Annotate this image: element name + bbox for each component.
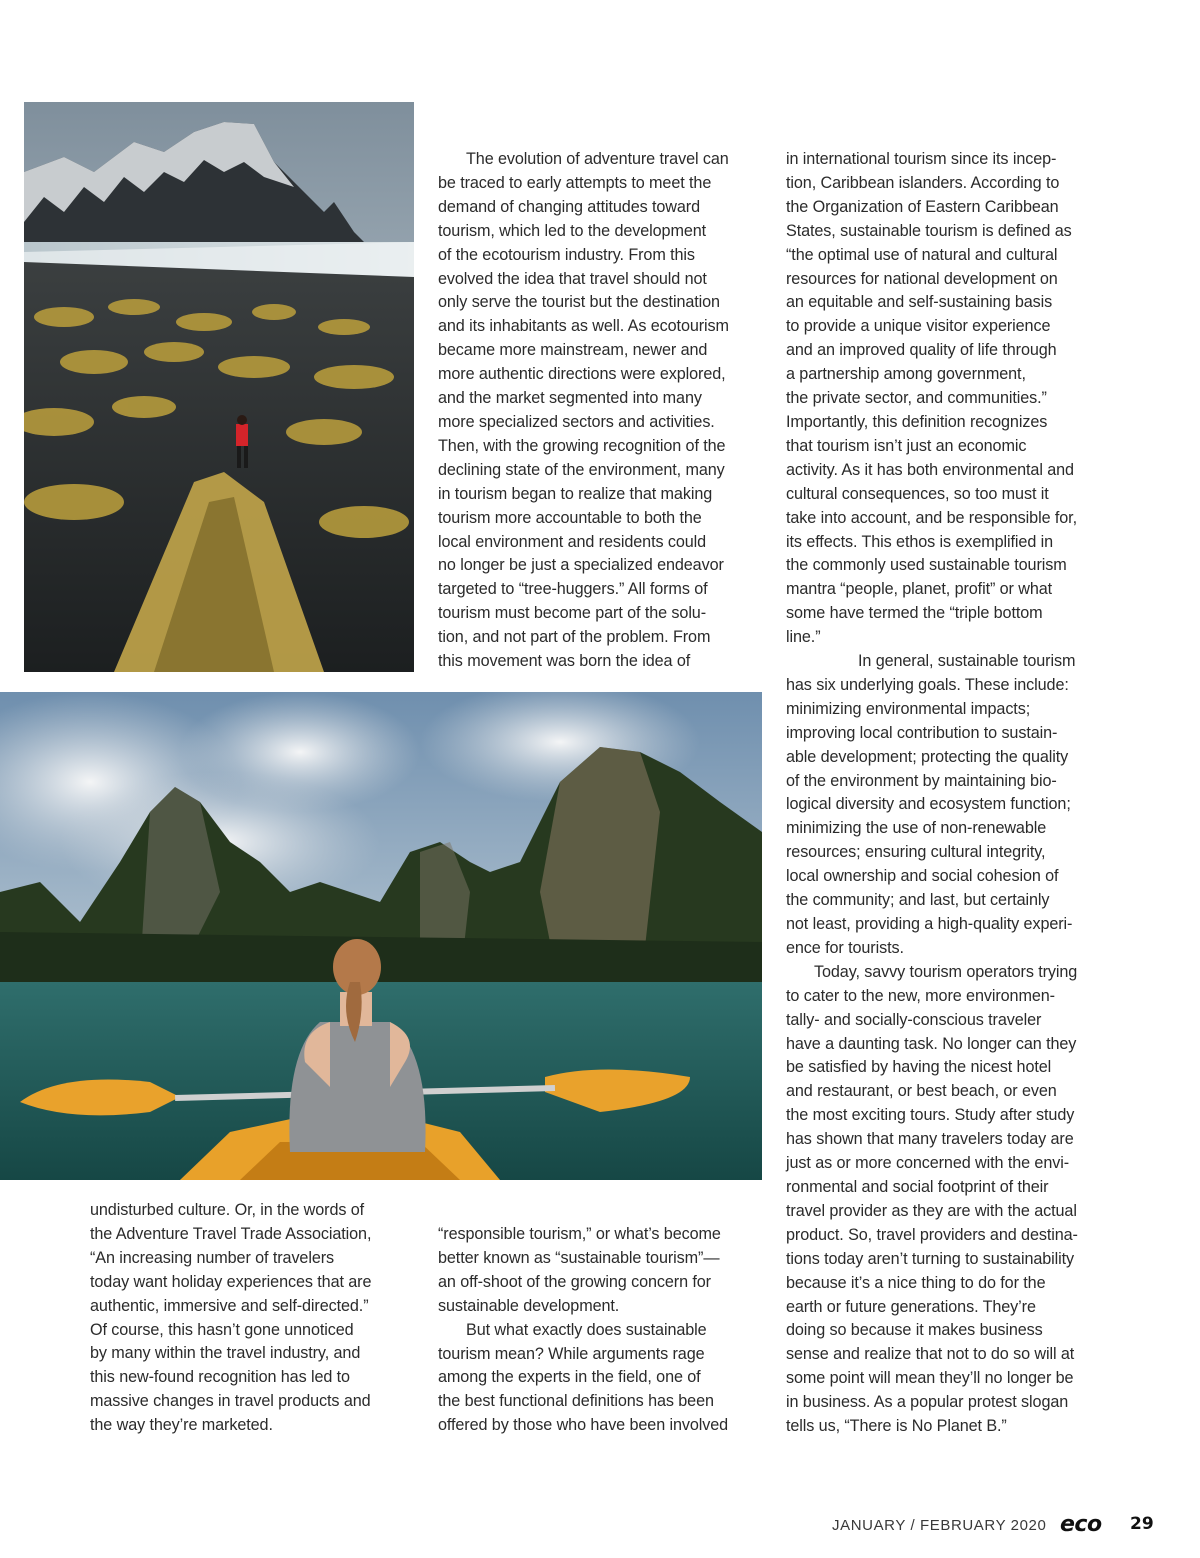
paragraph: Today, savvy tourism operators trying to cater to the new, more environmen- tally- and socially-conscious traveler have a daunting task. No longer can they be satisfied by having the nicest hotel and restaurant, or best beach, or even the most exciting tours. Study after study has shown that many travelers today are just as or more concerned with the envi- ronmental and social footprint of their travel provider as they are with the actual product. So, travel providers and destina- tions today aren’t turning to sustainability because it’s a nice thing to do for the earth or future generations. They’re doing so because it makes business sense and realize that not to do so will at some point will mean they’ll no longer be in business. As a popular protest slogan tells us, “There is No Planet B.” <box>786 962 1078 1436</box>
article-column-middle-bottom <box>438 1223 768 1438</box>
paragraph: But what exactly does sustainable tourism mean? While arguments rage among the experts in the field, one of the best functional definitions has been offered by those who have been involved <box>438 1320 729 1435</box>
paragraph: The evolution of adventure travel can be traced to early attempts to meet the demand of changing attitudes toward tourism, which led to the development of the ecotourism industry. From this evolved the idea that travel should not only serve the tourist but the destination and its inhabitants as well. As ecotourism became more mainstream, newer and more authentic directions were explored, and the market segmented into many more specialized sectors and activities. Then, with the growing recognition of the declining state of the environment, many in tourism began to realize that making tourism more accountable to both the local environment and residents could no longer be just a specialized endeavor targeted to “tree-huggers.” All forms of tourism must become part of the solu- tion, and not part of the problem. From this movement was born the idea of <box>438 150 729 671</box>
paragraph: “responsible tourism,” or what’s become better known as “sustainable tourism”— an off-shoot of the growing concern for sustainable development. <box>438 1225 721 1315</box>
page-number: 29 <box>1130 1514 1154 1534</box>
article-column-middle-top <box>438 148 768 674</box>
paragraph: undisturbed culture. Or, in the words of the Adventure Travel Trade Association, “An increasing number of travelers today want holiday experiences that are authentic, immersive and self-directed.” Of course, this hasn’t gone unnoticed by many within the travel industry, and this new-found recognition has led to massive changes in travel products and the way they’re marketed. <box>90 1201 372 1435</box>
paragraph: In general, sustainable tourism has six underlying goals. These include: minimizing environmental impacts; improving local contribution to sustain- able development; protecting the quality of the environment by maintaining bio- logical diversity and ecosystem function; minimizing the use of non-renewable resources; ensuring cultural integrity, local ownership and social cohesion of the community; and last, but certainly not least, providing a high-quality experi- ence for tourists. <box>786 652 1076 957</box>
paragraph: in international tourism since its incep- tion, Caribbean islanders. According to the Organization of Eastern Caribbean States, sustainable tourism is defined as “the optimal use of natural and cultural resources for national development on an equitable and self-sustaining basis to provide a unique visitor experience and an improved quality of life through a partnership among government, the private sector, and communities.” Importantly, this definition recognizes that tourism isn’t just an economic activity. As it has both environmental and cultural consequences, so too must it take into account, and be responsible for, its effects. This ethos is exemplified in the commonly used sustainable tourism mantra “people, planet, profit” or what some have termed the “triple bottom line.” <box>786 150 1077 647</box>
magazine-logo: eco <box>1060 1512 1102 1537</box>
photo-kayaker-karst-bay <box>0 692 762 1180</box>
article-column-left-bottom <box>90 1199 410 1438</box>
issue-date: JANUARY / FEBRUARY 2020 <box>832 1517 1047 1534</box>
article-column-right <box>786 148 1116 1439</box>
photo-black-sand-dunes-mountain <box>24 102 414 672</box>
